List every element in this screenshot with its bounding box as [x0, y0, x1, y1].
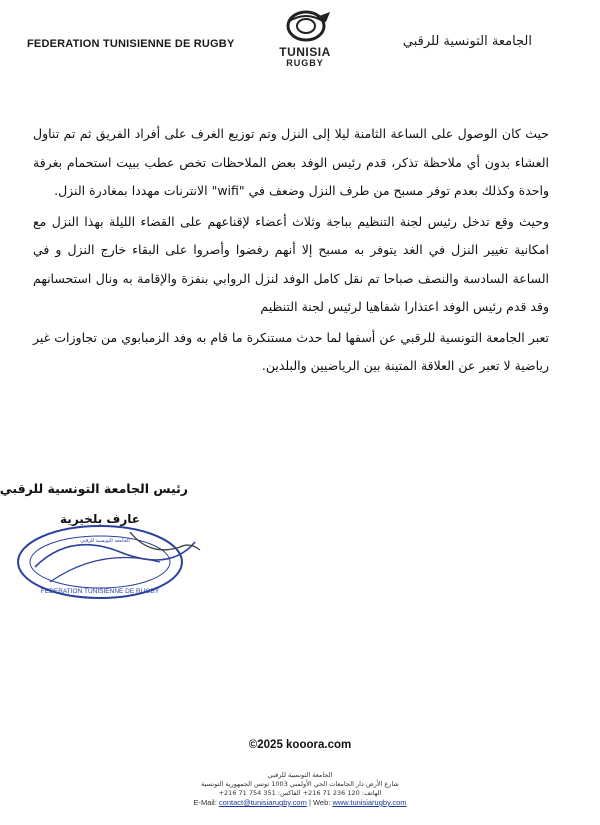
footer-phone-fax: الهاتف: 120 236 71 216+ الفاكس: 351 754 71 216+: [218, 789, 382, 797]
footer-contact: [0, 798, 600, 807]
stamp-text: FEDERATION TUNISIENNE DE RUGBY: [40, 588, 160, 595]
logo-text-tunisia: TUNISIA: [279, 45, 331, 59]
federation-name-ar: الجامعة التونسية للرقبي: [402, 34, 532, 49]
footer-separator: |: [308, 798, 311, 807]
tunisia-rugby-logo: [270, 8, 340, 70]
watermark: ©2025 kooora.com: [248, 739, 352, 751]
letter-footer: [0, 771, 600, 807]
paragraph-statement: تعبر الجامعة التونسية للرقبي عن أسفها لما حدث مستنكرة ما قام به وفد الزمبابوي من تجاوزات غير رياضية لا تعبر عن العلاقة المتينة بين الرياضيين والبلدين.: [33, 329, 549, 373]
email-link[interactable]: contact@tunisiarugby.com: [218, 798, 307, 807]
paragraph-intervention: وحيث وقع تدخل رئيس لجنة التنظيم بباجة وثلاث أعضاء لإقناعهم على القضاء الليلة بهذا النزل مع امكانية تغيير النزل في الغد يتوفر به مسبح إلا أنهم رفضوا وأصروا على البقاء خارج النزل و في الساعة السادسة والنصف صباحا تم نقل كامل الوفد لنزل الروابي بنفزة والإقامة به ونال استحسانهم وقد قدم رئيس الوفد اعتذارا شفاهيا لرئيس لجنة التنظيم: [33, 213, 549, 314]
signatory-title: رئيس الجامعة التونسية للرقبي: [0, 481, 188, 496]
letter-body: [33, 120, 549, 381]
logo-text-rugby: RUGBY: [286, 58, 324, 68]
rugby-ball-icon: [270, 8, 340, 48]
email-label: E-Mail:: [193, 798, 217, 807]
website-link[interactable]: www.tunisiarugby.com: [332, 798, 407, 807]
federation-name-fr: FEDERATION TUNISIENNE DE RUGBY: [27, 38, 235, 50]
footer-address: شارع الأرض دار الجامعات الحي الأولمبي 1003 تونس الجمهورية التونسية: [201, 780, 399, 788]
paragraph-arrival: حيث كان الوصول على الساعة الثامنة ليلا إلى النزل وتم توزيع الغرف على أفراد الفريق ثم تم تناول العشاء بدون أي ملاحظة تذكر، قدم رئيس الوفد بعض الملاحظات تخص عطب ببيت استحمام بغرفة واحدة وكذلك بعدم توفر مسبح من طرف النزل وضعف في "wifi" الانترنات مهددا بمغادرة النزل.: [33, 126, 549, 198]
web-label: Web:: [312, 798, 331, 807]
footer-org-name: الجامعة التونسية للرقبي: [267, 771, 333, 779]
stamp-text-ar: الجامعة التونسية للرقبي: [80, 538, 130, 544]
signatory-name: عارف بلخيرية: [60, 512, 140, 526]
official-stamp: [10, 512, 210, 612]
